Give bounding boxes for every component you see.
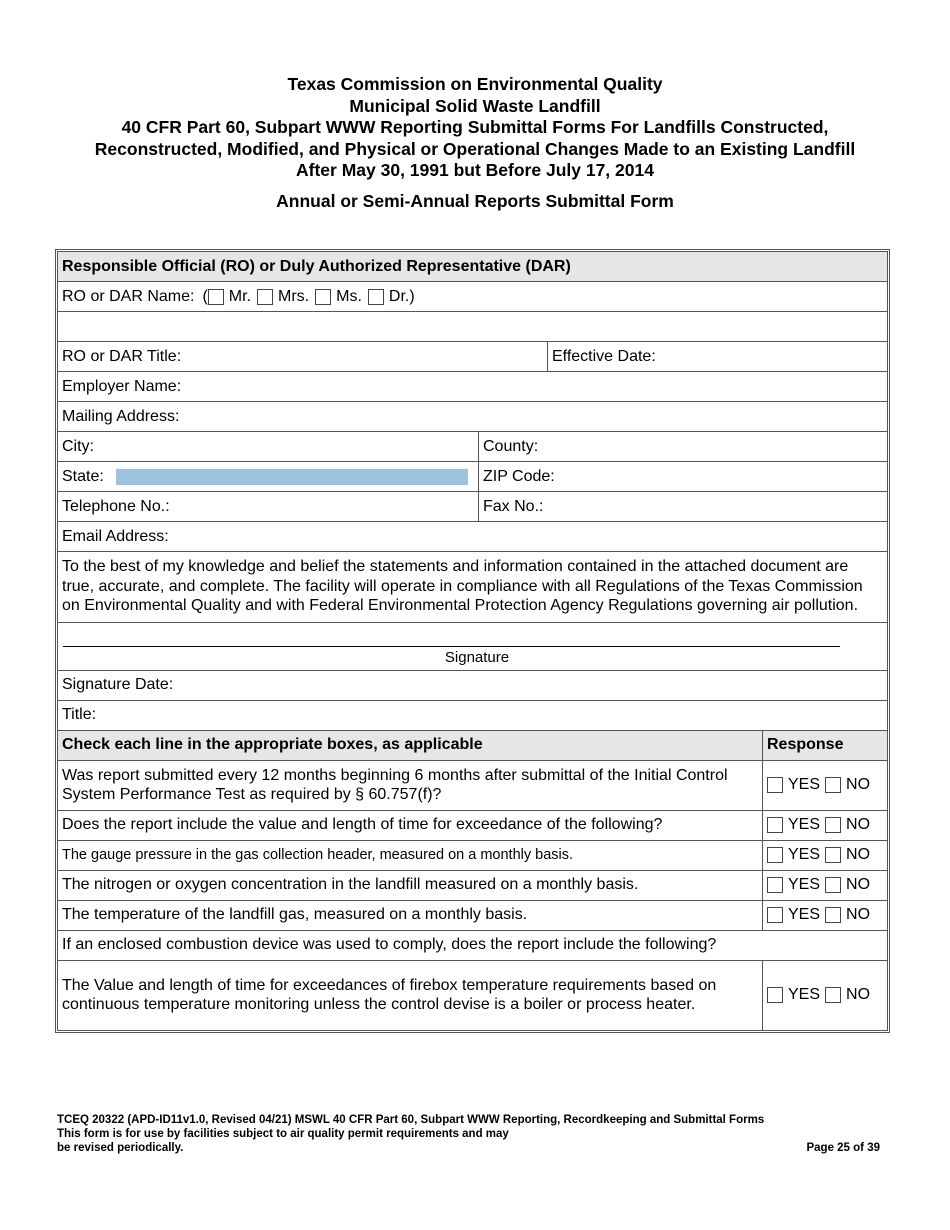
certification-statement: To the best of my knowledge and belief the statements and information contained in the attached document are true, accurate, and complete. The facility will operate in compliance with all Regulations of the Texas Commission on Environmental Quality and with Federal Environmental Protection Agency Regulations governing air pollution. [62,558,863,614]
checklist-row-4 [58,871,887,901]
effective-date-field[interactable] [547,342,887,371]
q4-yes-checkbox[interactable] [767,877,783,893]
county-field[interactable] [478,432,887,461]
q3-yes-checkbox[interactable] [767,847,783,863]
no-label: NO [846,986,871,1003]
yes-label: YES [788,876,821,893]
question-7: The Value and length of time for exceedances of firebox temperature requirements based on continuous temperature monitoring unless the control devise is a boiler or process heater. [62,976,717,1013]
signature-line [63,646,840,647]
ro-title-label: RO or DAR Title: [62,347,182,365]
employer-name-label: Employer Name: [62,377,182,395]
footer-note-2: be revised periodically. [57,1142,184,1155]
ro-name-input[interactable] [58,312,887,341]
q7-yes-checkbox[interactable] [767,987,783,1003]
ms-label: Ms. [336,287,362,305]
q2-yes-checkbox[interactable] [767,817,783,833]
no-label: NO [846,876,871,893]
mailing-row [58,402,887,432]
signature-row[interactable] [58,623,887,671]
state-label: State: [62,467,104,485]
telephone-label: Telephone No.: [62,497,170,515]
form-subtitle: Annual or Semi-Annual Reports Submittal Form [276,190,674,211]
employer-row [58,372,887,402]
ms-checkbox[interactable] [315,289,331,305]
submittal-form-table [55,249,890,1033]
city-label: City: [62,437,94,455]
yes-label: YES [788,986,821,1003]
title-row [58,701,887,731]
question-1: Was report submitted every 12 months beginning 6 months after submittal of the Initial Control System Performance Test as required by § 60.757(f)? [62,766,728,803]
employer-name-field[interactable] [58,372,887,401]
checklist-heading-row [58,731,887,761]
email-field[interactable] [58,522,887,551]
q7-no-checkbox[interactable] [825,987,841,1003]
checklist-row-5 [58,901,887,931]
mrs-checkbox[interactable] [257,289,273,305]
mailing-address-label: Mailing Address: [62,407,180,425]
agency-title: Texas Commission on Environmental Quality [287,74,663,94]
ro-section-heading: Responsible Official (RO) or Duly Authorized Representative (DAR) [62,257,571,275]
footer-form-id: TCEQ 20322 (APD-ID11v1.0, Revised 04/21) MSWL 40 CFR Part 60, Subpart WWW Reporting, Recordkeeping and Submittal Forms [57,1114,765,1126]
effective-date-label: Effective Date: [552,347,656,365]
question-4: The nitrogen or oxygen concentration in the landfill measured on a monthly basis. [62,876,639,893]
response-5 [762,901,887,930]
mrs-label: Mrs. [278,287,310,305]
no-label: NO [846,816,871,833]
mr-label: Mr. [228,287,252,305]
ro-name-row [58,282,887,312]
q5-no-checkbox[interactable] [825,907,841,923]
ro-title-field[interactable] [58,342,547,371]
question-6: If an enclosed combustion device was used to comply, does the report include the following? [62,936,717,953]
question-3: The gauge pressure in the gas collection header, measured on a monthly basis. [62,847,574,863]
state-zip-row [58,462,887,492]
checklist-row-3 [58,841,887,871]
state-select[interactable] [116,469,468,485]
telephone-field[interactable] [58,492,478,521]
yes-label: YES [788,906,821,923]
q5-yes-checkbox[interactable] [767,907,783,923]
checklist-row-7 [58,961,887,1030]
form-title-line-2: Reconstructed, Modified, and Physical or Operational Changes Made to an Existing Landfill [94,138,856,159]
q1-yes-checkbox[interactable] [767,777,783,793]
footer-note-1: This form is for use by facilities subject to air quality permit requirements and may [57,1128,509,1141]
yes-label: YES [788,776,821,793]
checklist-heading: Check each line in the appropriate boxes, as applicable [62,736,483,753]
zip-label: ZIP Code: [483,467,555,485]
fax-field[interactable] [478,492,887,521]
q1-no-checkbox[interactable] [825,777,841,793]
title-label: Title: [62,706,97,723]
ro-section-heading-row [58,252,887,282]
yes-label: YES [788,816,821,833]
response-1 [762,761,887,810]
state-field[interactable] [58,462,478,491]
q4-no-checkbox[interactable] [825,877,841,893]
city-county-row [58,432,887,462]
paren-open: ( [202,287,208,305]
no-label: NO [846,906,871,923]
response-7 [762,961,887,1030]
signature-label: Signature [444,648,510,666]
certification-row [58,552,887,623]
form-header [0,74,950,212]
city-field[interactable] [58,432,478,461]
page-number: Page 25 of 39 [806,1142,880,1155]
paren-close: ) [409,287,415,305]
no-label: NO [846,776,871,793]
form-title-line-1: 40 CFR Part 60, Subpart WWW Reporting Submittal Forms For Landfills Constructed, [121,117,829,137]
question-2: Does the report include the value and length of time for exceedance of the following? [62,816,663,833]
q3-no-checkbox[interactable] [825,847,841,863]
ro-title-row [58,342,887,372]
response-3 [762,841,887,870]
ro-name-field-row [58,312,887,342]
signature-date-label: Signature Date: [62,676,174,693]
form-title-line-3: After May 30, 1991 but Before July 17, 2014 [296,160,654,180]
no-label: NO [846,846,871,863]
page-footer [57,1113,880,1156]
county-label: County: [483,437,539,455]
mailing-address-field[interactable] [58,402,887,431]
fax-label: Fax No.: [483,497,544,515]
question-5: The temperature of the landfill gas, measured on a monthly basis. [62,906,528,923]
yes-label: YES [788,846,821,863]
checklist-row-1 [58,761,887,811]
dr-checkbox[interactable] [368,289,384,305]
title-field[interactable] [58,701,887,730]
phone-fax-row [58,492,887,522]
response-4 [762,871,887,900]
checklist-row-6 [58,931,887,961]
response-heading: Response [762,731,887,760]
dr-label: Dr. [388,287,410,305]
response-2 [762,811,887,840]
mr-checkbox[interactable] [208,289,224,305]
zip-field[interactable] [478,462,887,491]
email-row [58,522,887,552]
ro-name-label: RO or DAR Name: [62,287,195,305]
signature-date-row [58,671,887,701]
program-title: Municipal Solid Waste Landfill [349,95,601,116]
signature-date-field[interactable] [58,671,887,700]
checklist-row-2 [58,811,887,841]
q2-no-checkbox[interactable] [825,817,841,833]
email-label: Email Address: [62,527,169,545]
